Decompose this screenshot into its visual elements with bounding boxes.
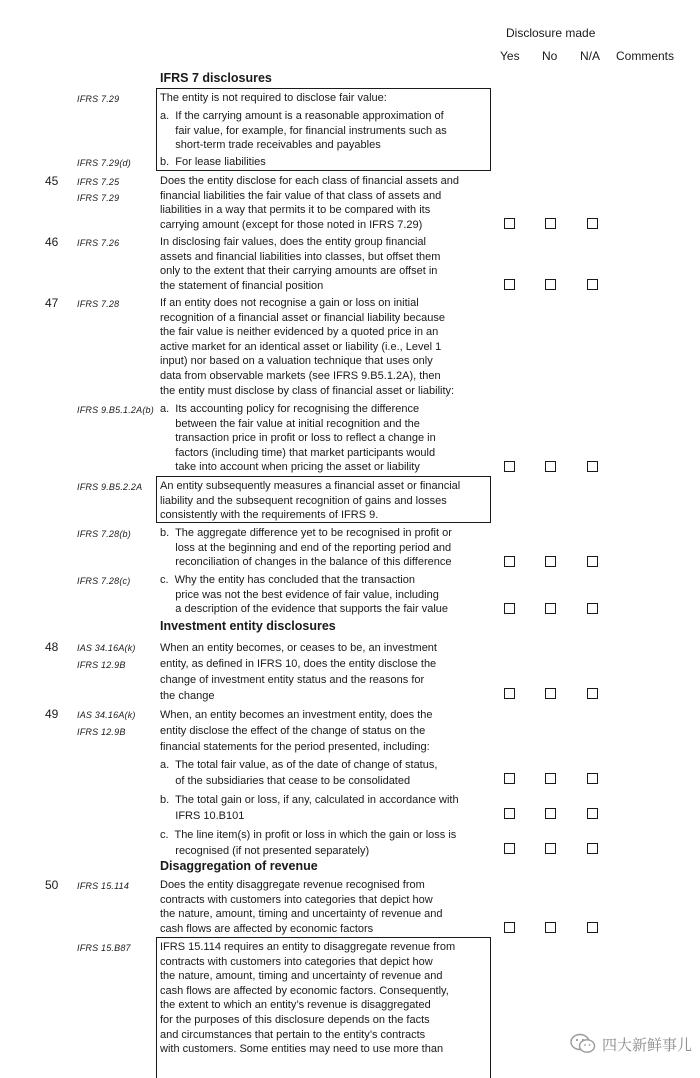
note-subsequent-measurement: [160, 479, 460, 523]
note-item-b: [160, 155, 266, 170]
checkbox-49a-na[interactable]: [587, 773, 598, 784]
question-47-text: [160, 296, 454, 398]
text-line: fair value, for example, for financial instruments such as: [160, 124, 447, 137]
text-line: input) nor based on a valuation technique that uses only: [160, 355, 433, 368]
text-line: IFRS 15.114 requires an entity to disaggregate revenue from: [160, 941, 456, 953]
checkbox-48-na[interactable]: [587, 688, 598, 699]
text-line: take into account when pricing the asset or liability: [160, 461, 420, 474]
section-disaggregation-heading: Disaggregation of revenue: [160, 859, 318, 873]
text-line: b. For lease liabilities: [160, 156, 266, 168]
checkbox-50-na[interactable]: [587, 922, 598, 933]
text-line: entity disclose the effect of the change of status on the: [160, 725, 426, 737]
text-line: liability and the subsequent recognition of gains and losses: [160, 494, 447, 507]
text-line: contracts with customers into categories that depict how: [160, 893, 433, 906]
text-line: financial liabilities the fair value of that class of assets and: [160, 189, 442, 202]
text-line: If an entity does not recognise a gain or loss on initial: [160, 297, 419, 309]
text-line: Does the entity disaggregate revenue recognised from: [160, 879, 425, 891]
watermark-text: 四大新鲜事儿: [601, 1036, 692, 1054]
question-47b-text: [160, 526, 452, 570]
text-line: In disclosing fair values, does the entity group financial: [160, 236, 426, 248]
text-line: The entity is not required to disclose fair value:: [160, 92, 387, 104]
text-line: for the purposes of this disclosure depends on the facts: [160, 1013, 430, 1026]
text-line: factors (including time) that market participants would: [160, 446, 436, 459]
ref-ias-34-16a-k: IAS 34.16A(k): [77, 643, 136, 653]
checkbox-47a-yes[interactable]: [504, 461, 515, 472]
text-line: entity, as defined in IFRS 10, does the entity disclose the: [160, 658, 437, 670]
note-fair-value-exemption: [160, 91, 387, 106]
text-line: and circumstances that pertain to the entity’s contracts: [160, 1028, 426, 1041]
wechat-icon: [570, 1033, 596, 1055]
text-line: the entity must disclose by class of financial asset or liability:: [160, 384, 455, 397]
checkbox-46-na[interactable]: [587, 279, 598, 290]
checkbox-50-no[interactable]: [545, 922, 556, 933]
checkbox-49a-yes[interactable]: [504, 773, 515, 784]
text-line: the nature, amount, timing and uncertainty of revenue and: [160, 970, 443, 983]
question-50-text: [160, 878, 443, 936]
ref-ifrs-7-25: IFRS 7.25: [77, 177, 120, 187]
checkbox-45-na[interactable]: [587, 218, 598, 229]
checkbox-49b-yes[interactable]: [504, 808, 515, 819]
checkbox-49b-na[interactable]: [587, 808, 598, 819]
ref-ifrs-15-b87: IFRS 15.B87: [77, 943, 131, 953]
checkbox-49c-no[interactable]: [545, 843, 556, 854]
question-number-47: 47: [45, 296, 59, 310]
text-line: the fair value is neither evidenced by a quoted price in an: [160, 326, 439, 339]
ref-ifrs-7-29: IFRS 7.29: [77, 94, 120, 104]
text-line: An entity subsequently measures a financial asset or financial: [160, 480, 461, 492]
question-46-text: [160, 235, 440, 293]
text-line: When, an entity becomes an investment entity, does the: [160, 709, 433, 721]
question-number-48: 48: [45, 640, 59, 654]
text-line: the nature, amount, timing and uncertainty of revenue and: [160, 908, 443, 921]
question-number-49: 49: [45, 707, 59, 721]
ref-ifrs-12-9b-2: IFRS 12.9B: [77, 727, 126, 737]
disclosure-made-header: Disclosure made: [506, 26, 596, 40]
text-line: IFRS 10.B101: [160, 810, 245, 822]
text-line: a. The total fair value, as of the date of change of status,: [160, 759, 438, 771]
ref-ifrs-7-28b: IFRS 7.28(b): [77, 529, 131, 539]
text-line: Does the entity disclose for each class of financial assets and: [160, 175, 459, 187]
ref-ifrs-7-29b: IFRS 7.29: [77, 193, 120, 203]
checkbox-45-yes[interactable]: [504, 218, 515, 229]
text-line: a. If the carrying amount is a reasonable approximation of: [160, 110, 444, 122]
checkbox-47c-yes[interactable]: [504, 603, 515, 614]
text-line: short-term trade receivables and payables: [160, 139, 381, 152]
text-line: a description of the evidence that supports the fair value: [160, 603, 449, 616]
question-49a-text: [160, 757, 437, 789]
text-line: cash flows are affected by economic factors: [160, 922, 374, 935]
checkbox-47b-no[interactable]: [545, 556, 556, 567]
checkbox-49b-no[interactable]: [545, 808, 556, 819]
text-line: change of investment entity status and the reasons for: [160, 674, 425, 686]
text-line: only to the extent that their carrying amounts are offset in: [160, 265, 438, 278]
text-line: When an entity becomes, or ceases to be, an investment: [160, 642, 437, 654]
column-yes: Yes: [500, 49, 520, 63]
text-line: the change: [160, 690, 215, 702]
checkbox-48-no[interactable]: [545, 688, 556, 699]
question-49b-text: [160, 792, 459, 824]
ref-ifrs-7-28: IFRS 7.28: [77, 299, 120, 309]
question-number-50: 50: [45, 878, 59, 892]
text-line: transaction price in profit or loss to reflect a change in: [160, 432, 436, 445]
checkbox-47b-na[interactable]: [587, 556, 598, 567]
question-48-text: [160, 640, 437, 704]
checkbox-49c-na[interactable]: [587, 843, 598, 854]
note-disaggregation: [160, 940, 455, 1057]
text-line: liabilities in a way that permits it to be compared with its: [160, 204, 431, 217]
question-49c-text: [160, 827, 456, 859]
checkbox-49a-no[interactable]: [545, 773, 556, 784]
checkbox-48-yes[interactable]: [504, 688, 515, 699]
checkbox-47c-no[interactable]: [545, 603, 556, 614]
text-line: between the fair value at initial recognition and the: [160, 417, 420, 430]
question-number-46: 46: [45, 235, 59, 249]
note-item-a: [160, 109, 447, 153]
question-49-text: [160, 707, 433, 755]
ref-ifrs-15-114: IFRS 15.114: [77, 881, 130, 891]
text-line: a. Its accounting policy for recognising the difference: [160, 403, 420, 415]
text-line: contracts with customers into categories that depict how: [160, 955, 433, 968]
checkbox-49c-yes[interactable]: [504, 843, 515, 854]
checkbox-50-yes[interactable]: [504, 922, 515, 933]
text-line: consistently with the requirements of IFRS 9.: [160, 509, 379, 522]
text-line: data from observable markets (see IFRS 9.B5.1.2A), then: [160, 369, 441, 382]
text-line: with customers. Some entities may need to use more than: [160, 1043, 444, 1056]
column-no: No: [542, 49, 558, 63]
text-line: c. The line item(s) in profit or loss in which the gain or loss is: [160, 829, 457, 841]
text-line: the statement of financial position: [160, 279, 324, 292]
ref-ifrs-7-29d: IFRS 7.29(d): [77, 158, 131, 168]
ref-ifrs-7-28c: IFRS 7.28(c): [77, 576, 131, 586]
checkbox-46-no[interactable]: [545, 279, 556, 290]
text-line: assets and financial liabilities into classes, but offset them: [160, 250, 441, 263]
column-comments: Comments: [616, 49, 675, 63]
text-line: b. The total gain or loss, if any, calculated in accordance with: [160, 794, 459, 806]
ref-ifrs-9-b5-1-2a-b: IFRS 9.B5.1.2A(b): [77, 405, 154, 415]
checkbox-47c-na[interactable]: [587, 603, 598, 614]
checkbox-46-yes[interactable]: [504, 279, 515, 290]
text-line: recognition of a financial asset or financial liability because: [160, 311, 445, 324]
text-line: c. Why the entity has concluded that the transaction: [160, 574, 415, 586]
ref-ias-34-16a-k-2: IAS 34.16A(k): [77, 710, 136, 720]
text-line: cash flows are affected by economic factors. Consequently,: [160, 984, 449, 997]
text-line: active market for an identical asset or liability (i.e., Level 1: [160, 340, 442, 353]
checkbox-47a-na[interactable]: [587, 461, 598, 472]
section-investment-heading: Investment entity disclosures: [160, 619, 336, 633]
text-line: b. The aggregate difference yet to be recognised in profit or: [160, 527, 452, 539]
question-47a-text: [160, 402, 436, 475]
text-line: loss at the beginning and end of the reporting period and: [160, 541, 452, 554]
column-na: N/A: [580, 49, 601, 63]
text-line: of the subsidiaries that cease to be consolidated: [160, 775, 411, 787]
text-line: the extent to which an entity’s revenue is disaggregated: [160, 999, 431, 1012]
watermark: [570, 1030, 692, 1058]
text-line: financial statements for the period presented, including:: [160, 741, 430, 753]
text-line: reconciliation of changes in the balance of this difference: [160, 556, 452, 569]
checkbox-45-no[interactable]: [545, 218, 556, 229]
ref-ifrs-12-9b: IFRS 12.9B: [77, 660, 126, 670]
text-line: recognised (if not presented separately): [160, 845, 370, 857]
ref-ifrs-7-26: IFRS 7.26: [77, 238, 120, 248]
text-line: carrying amount (except for those noted in IFRS 7.29): [160, 218, 423, 231]
question-number-45: 45: [45, 174, 59, 188]
ref-ifrs-9-b5-2-2a: IFRS 9.B5.2.2A: [77, 482, 143, 492]
question-45-text: [160, 174, 459, 232]
checkbox-47a-no[interactable]: [545, 461, 556, 472]
text-line: price was not the best evidence of fair value, including: [160, 588, 439, 601]
question-47c-text: [160, 573, 448, 617]
section-ifrs7-heading: IFRS 7 disclosures: [160, 71, 272, 85]
checkbox-47b-yes[interactable]: [504, 556, 515, 567]
